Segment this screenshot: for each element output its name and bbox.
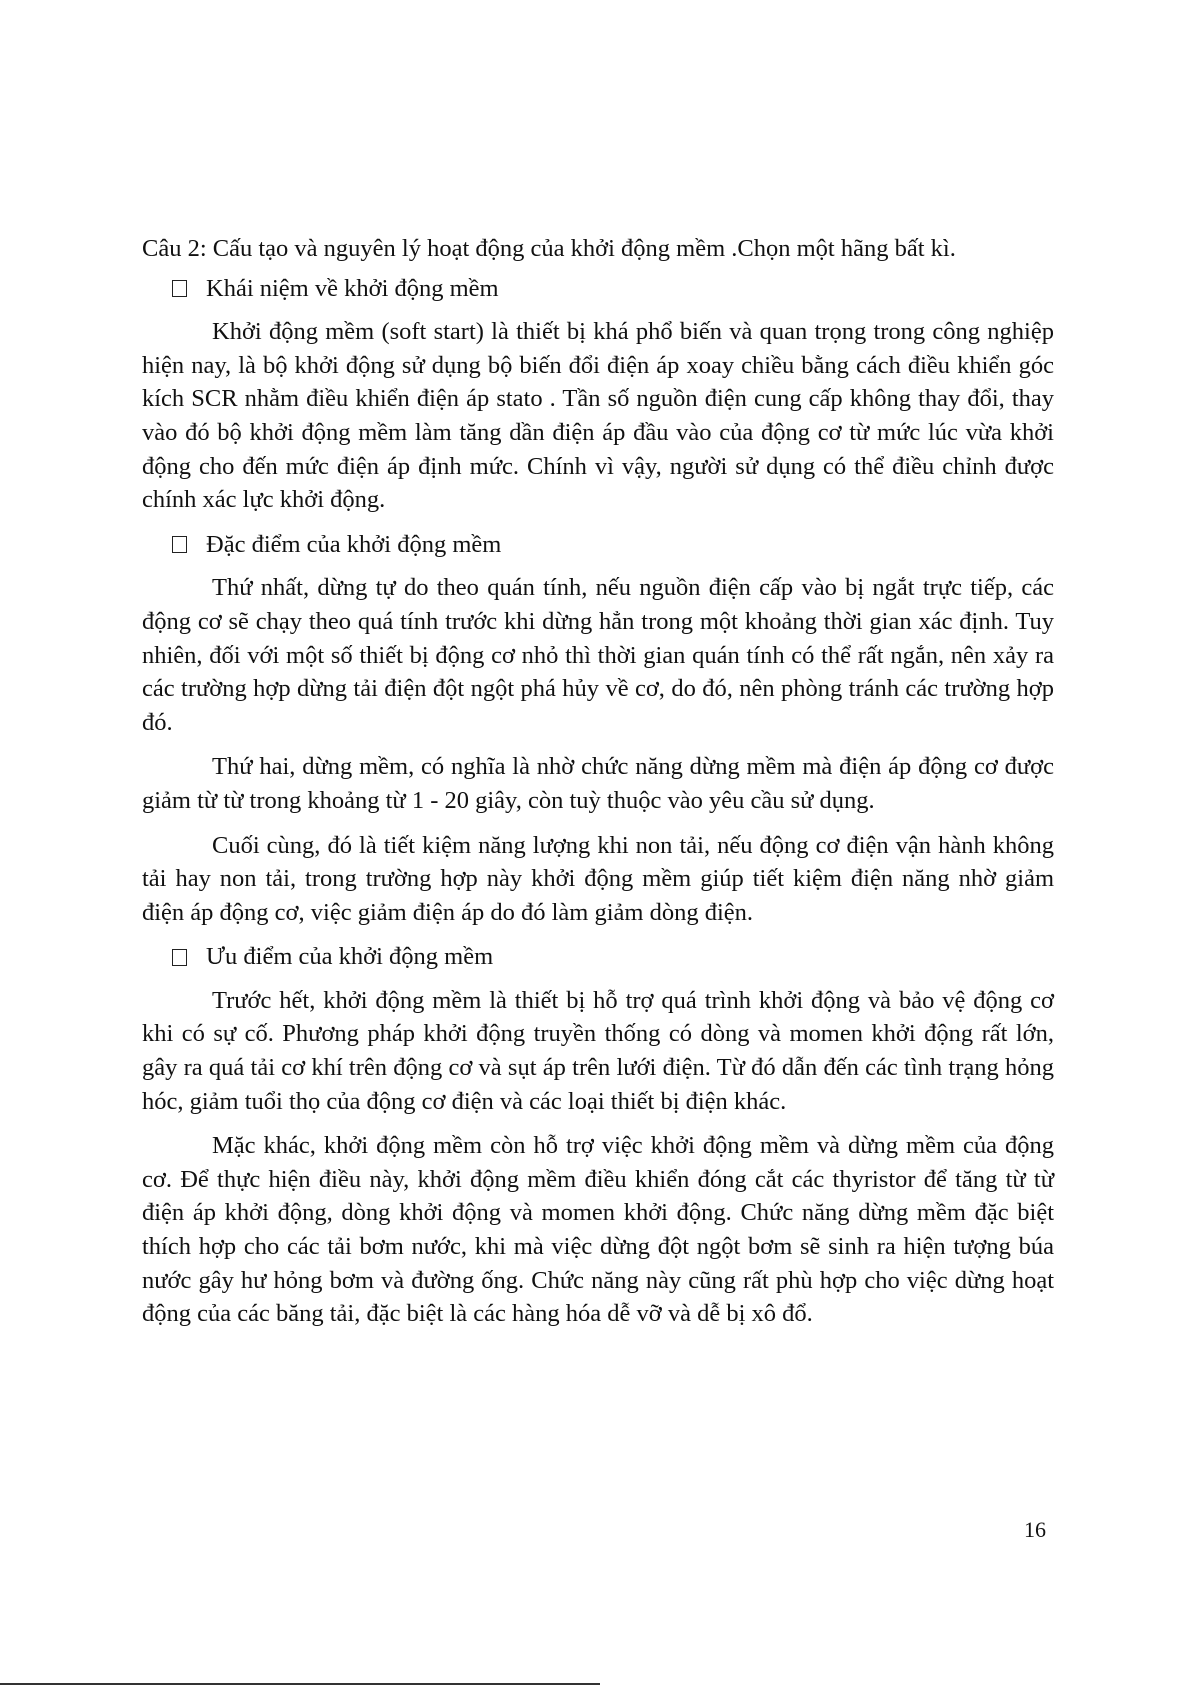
- section-heading-text: Đặc điểm của khởi động mềm: [206, 530, 502, 558]
- bullet-box-icon: [172, 280, 187, 297]
- question-title: Câu 2: Cấu tạo và nguyên lý hoạt động của khởi động mềm .Chọn một hãng bất kì.: [142, 235, 956, 262]
- bullet-box-icon: [172, 536, 187, 553]
- paragraph: Cuối cùng, đó là tiết kiệm năng lượng khi non tải, nếu động cơ điện vận hành không tải hay non tải, trong trường hợp này khởi động mềm giúp tiết kiệm điện năng nhờ giảm điện áp động cơ, việc giảm điện áp do đó làm giảm dòng điện.: [142, 831, 1054, 926]
- section-heading-concept: [142, 272, 1054, 306]
- bullet-box-icon: [172, 949, 187, 966]
- paragraph: Khởi động mềm (soft start) là thiết bị khá phổ biến và quan trọng trong công nghiệp hiện nay, là bộ khởi động sử dụng bộ biến đổi điện áp xoay chiều bằng cách điều khiển góc kích SCR nhằm điều khiển điện áp stato . Tần số nguồn điện cung cấp không thay đổi, thay vào đó bộ khởi động mềm làm tăng dần điện áp đầu vào của động cơ từ mức lúc vừa khởi động cho đến mức điện áp định mức. Chính vì vậy, người sử dụng có thể điều chỉnh được chính xác lực khởi động.: [142, 318, 1054, 514]
- page-content: [142, 232, 1054, 1342]
- section-heading-text: Ưu điểm của khởi động mềm: [206, 943, 494, 971]
- paragraph: Thứ nhất, dừng tự do theo quán tính, nếu nguồn điện cấp vào bị ngắt trực tiếp, các động cơ sẽ chạy theo quá tính trước khi dừng hẳn trong một khoảng thời gian xác định. Tuy nhiên, đối với một số thiết bị động cơ nhỏ thì thời gian quán tính có thể rất ngắn, nên xảy ra các trường hợp dừng tải điện đột ngột phá hủy về cơ, do đó, nên phòng tránh các trường hợp đó.: [142, 574, 1054, 736]
- page-number: 16: [1024, 1517, 1046, 1542]
- paragraph: Mặc khác, khởi động mềm còn hỗ trợ việc khởi động mềm và dừng mềm của động cơ. Để thực hiện điều này, khởi động mềm điều khiển đóng cắt các thyristor để tăng từ từ điện áp khởi động, dòng khởi động và momen khởi động. Chức năng dừng mềm đặc biệt thích hợp cho các tải bơm nước, khi mà việc dừng đột ngột bơm sẽ sinh ra hiện tượng búa nước gây hư hỏng bơm và đường ống. Chức năng này cũng rất phù hợp cho việc dừng hoạt động của các băng tải, đặc biệt là các hàng hóa dễ vỡ và dễ bị xô đổ.: [142, 1132, 1054, 1328]
- paragraph: Trước hết, khởi động mềm là thiết bị hỗ trợ quá trình khởi động và bảo vệ động cơ khi có sự cố. Phương pháp khởi động truyền thống có dòng và momen khởi động rất lớn, gây ra quá tải cơ khí trên động cơ và sụt áp trên lưới điện. Từ đó dẫn đến các tình trạng hỏng hóc, giảm tuổi thọ của động cơ điện và các loại thiết bị điện khác.: [142, 986, 1054, 1115]
- section-heading-advantages: [142, 940, 1054, 974]
- section-heading-features: [142, 528, 1054, 562]
- paragraph: Thứ hai, dừng mềm, có nghĩa là nhờ chức năng dừng mềm mà điện áp động cơ được giảm từ từ trong khoảng từ 1 - 20 giây, còn tuỳ thuộc vào yêu cầu sử dụng.: [142, 753, 1054, 814]
- section-heading-text: Khái niệm về khởi động mềm: [206, 274, 499, 302]
